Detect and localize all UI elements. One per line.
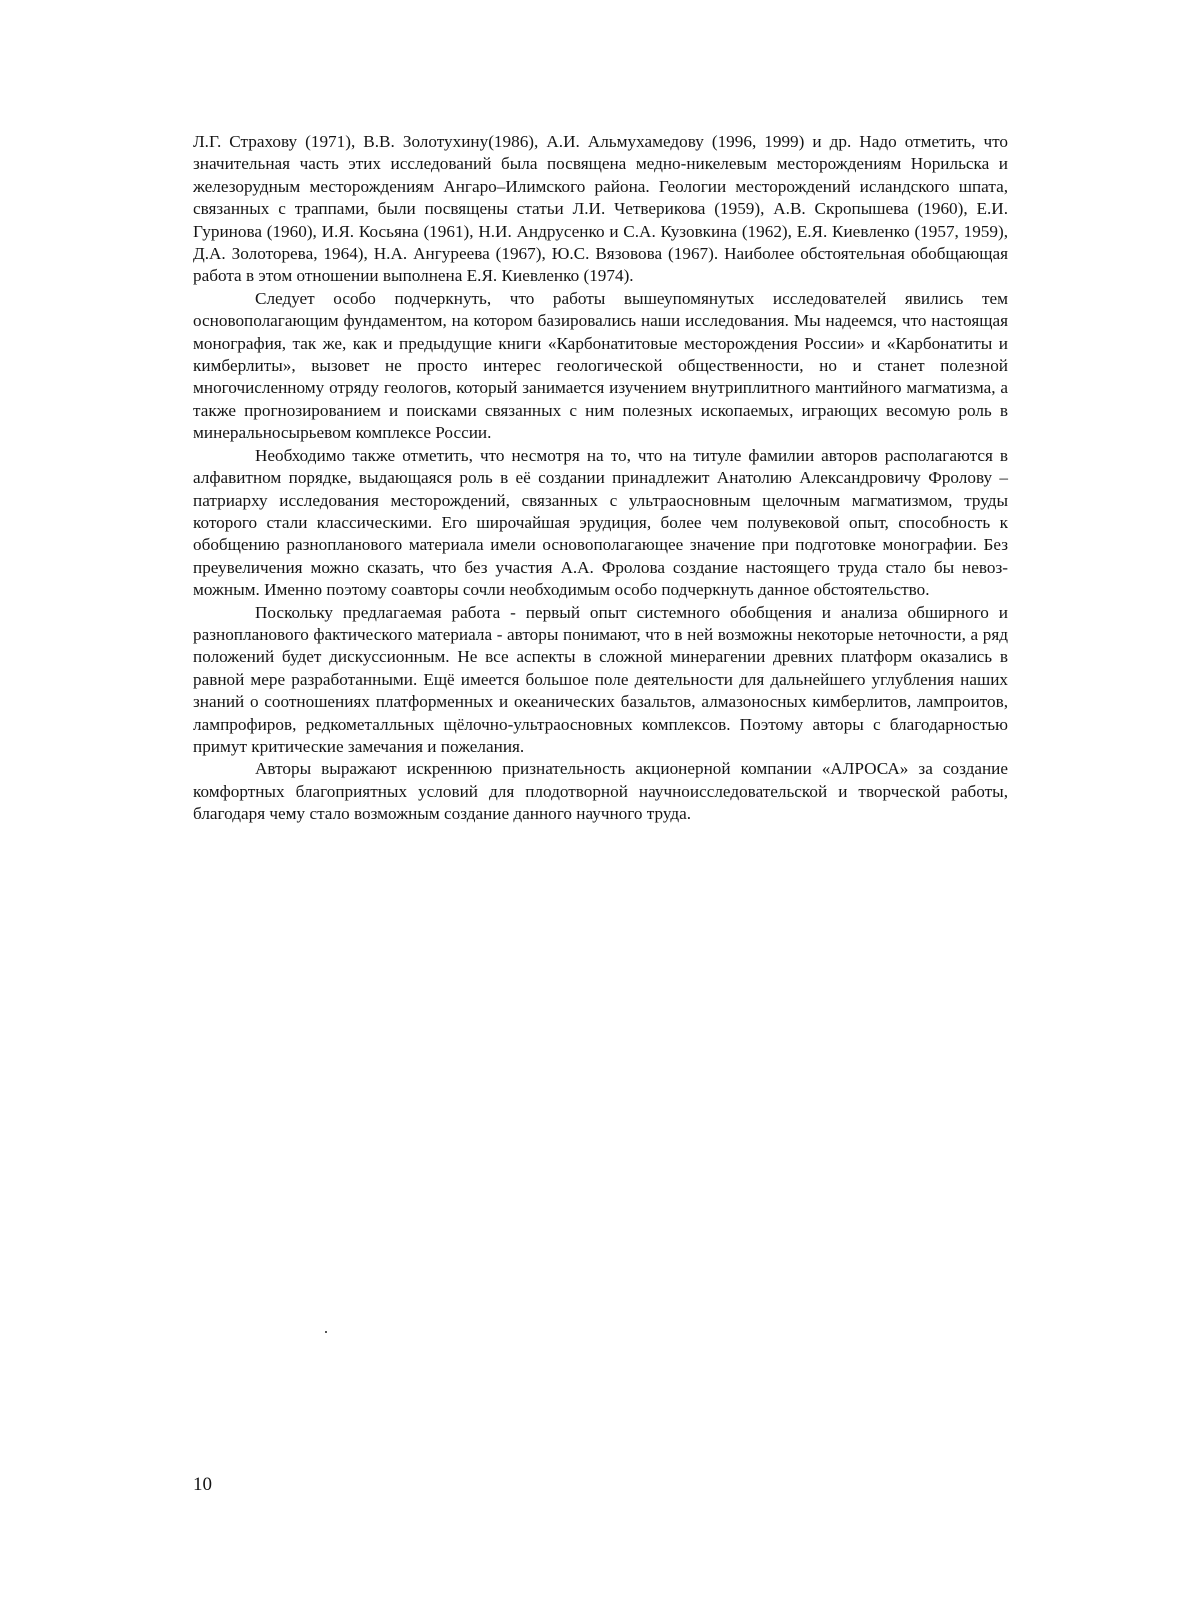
paragraph-frolov: Необходимо также отметить, что несмотря на то, что на титуле фамилии авторов располагаются в алфавитном порядке, выдающаяся роль в её создании принадлежит Анатолию Александровичу Фролову – патриарху исследования месторождений, связанных с ультраосновным щелочным магматизмом, труды которого стали классическими. Его широчайшая эрудиция, более чем полувековой опыт, способность к обобщению разнопланового материала имели основополагающее значение при подготовке монографии. Без преувеличения можно сказать, что без участия А.А. Фролова создание настоящего труда стало бы невозможным. Именно поэтому соавторы сочли необходимым особо подчеркнуть данное обстоятельство. <box>193 445 1008 600</box>
paragraph-acknowledgements: Авторы выражают искреннюю признательность акционерной компании «АЛРОСА» за создание комфортных благоприятных условий для плодотворной научноисследовательской и творческой работы, благодаря чему стало возможным создание данного научного труда. <box>193 759 1008 824</box>
body-text <box>193 131 1008 826</box>
paragraph-foundation: Следует особо подчеркнуть, что работы вышеупомянутых исследователей явились тем основополагающим фундаментом, на котором базировались наши исследования. Мы надеемся, что настоящая монография, так же, как и предыдущие книги «Карбонатитовые месторождения России» и «Карбонатиты и кимберлиты», вызовет не просто интерес геологической общественности, но и станет полезной многочисленному отряду геологов, который занимается изучением внутриплитного мантийного магматизма, а также прогнозированием и поисками связанных с ним полезных ископаемых, играющих весомую роль в минеральносырьевом комплексе России. <box>193 288 1008 443</box>
paragraph-limitations: Поскольку предлагаемая работа - первый опыт системного обобщения и анализа обширного и разнопланового фактического материала - авторы понимают, что в ней возможны некоторые неточности, а ряд положений будет дискуссионным. Не все аспекты в сложной минерагении древних платформ оказались в равной мере разработанными. Ещё имеется большое поле деятельности для дальнейшего углубления наших знаний о соотношениях платформенных и океанических базальтов, алмазоносных кимберлитов, лампроитов, лампрофиров, редкометалльных щёлочно-ультраосновных комплексов. Поэтому авторы с благодарностью примут критические замечания и пожелания. <box>193 602 1008 756</box>
page-number: 10 <box>193 1474 212 1495</box>
scan-speck <box>325 1331 327 1333</box>
paragraph-continuation: Л.Г. Страхову (1971), В.В. Золотухину(1986), А.И. Альмухамедову (1996, 1999) и др. Надо отметить, что значительная часть этих исследований была посвящена медно-никелевым месторождениям Норильска и железорудным месторождениям Ангаро–Илимского района. Геологии месторождений исландского шпата, связанных с траппами, были посвящены статьи Л.И. Четверикова (1959), А.В. Скропышева (1960), Е.И. Гуринова (1960), И.Я. Косьяна (1961), Н.И. Андрусенко и С.А. Кузовкина (1962), Е.Я. Киевленко (1957, 1959), Д.А. Золоторева, 1964), Н.А. Ангуреева (1967), Ю.С. Вязовова (1967). Наиболее обстоятельная обобщающая работа в этом отношении выполнена Е.Я. Киевленко (1974). <box>193 132 1008 286</box>
